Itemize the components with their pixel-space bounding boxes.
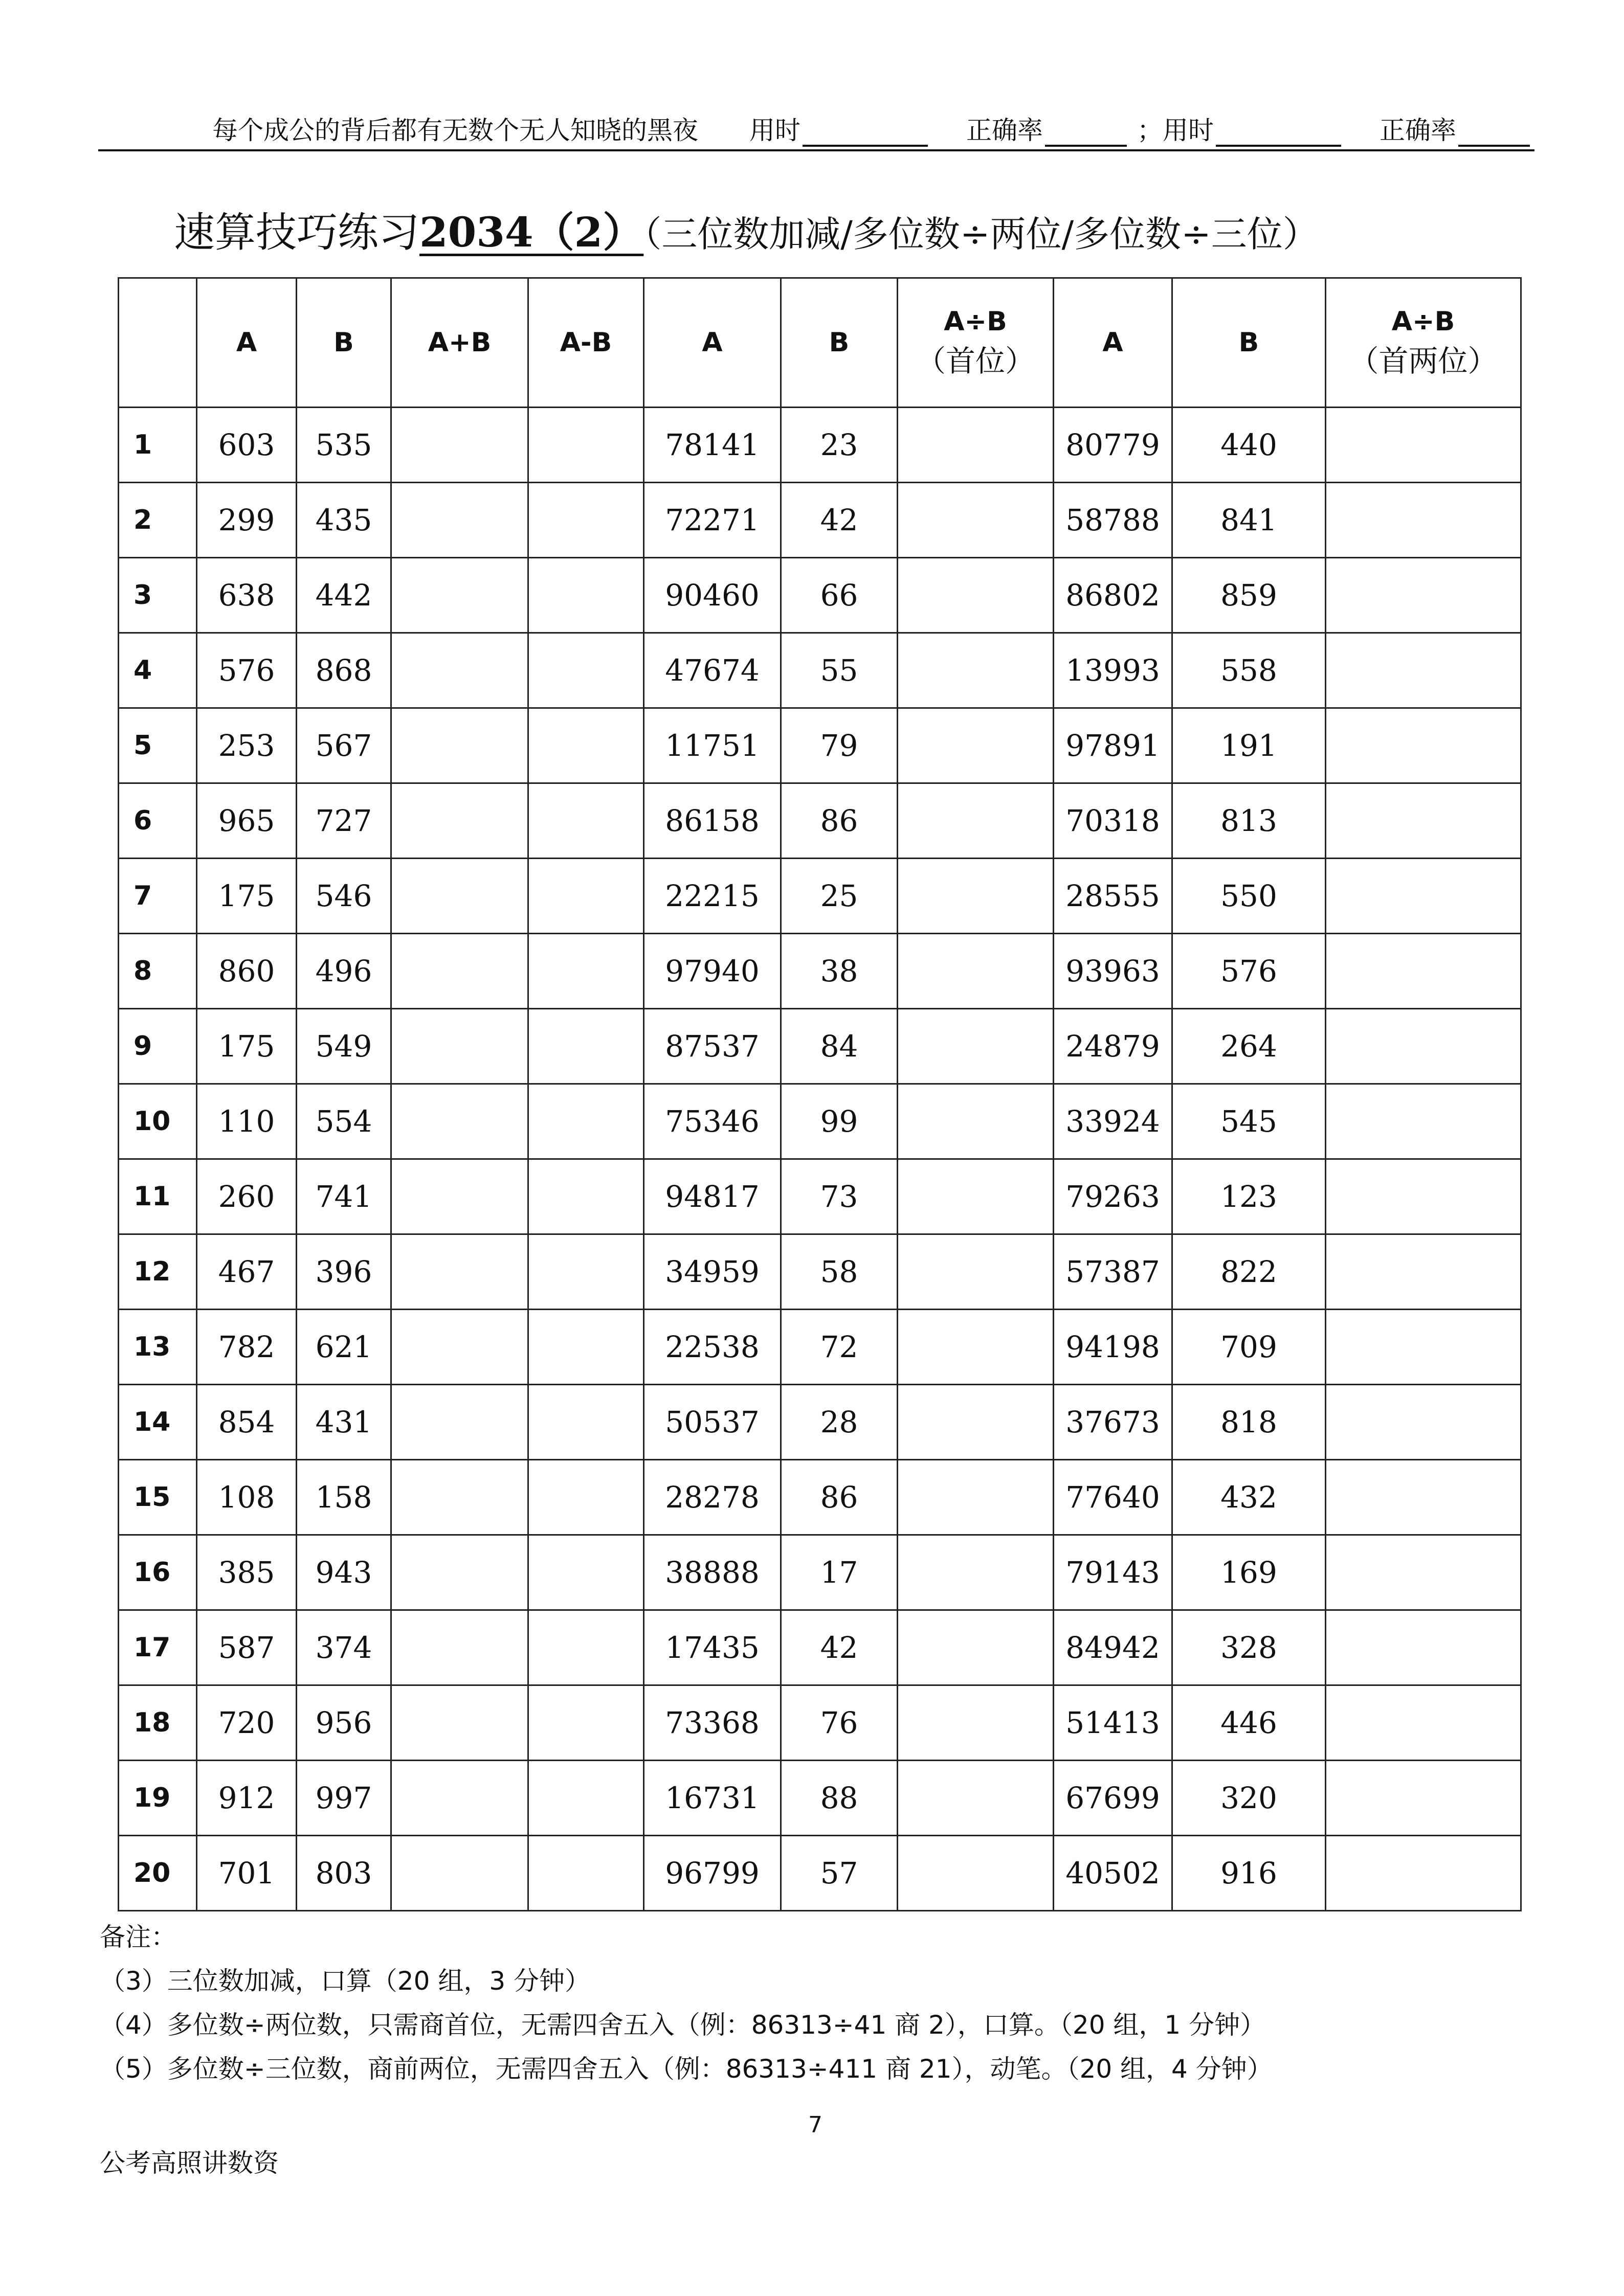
- cell-b1: 554: [297, 1084, 391, 1159]
- row-index: 9: [119, 1009, 197, 1084]
- answer-sum[interactable]: [391, 1310, 528, 1385]
- answer-sum[interactable]: [391, 483, 528, 558]
- cell-a1: 854: [197, 1385, 297, 1460]
- cell-a2: 22215: [644, 859, 781, 934]
- header-b3: B: [1172, 278, 1326, 408]
- answer-sum[interactable]: [391, 1460, 528, 1535]
- answer-div-first-two[interactable]: [1326, 1460, 1521, 1535]
- header-rule: [98, 149, 1534, 151]
- cell-b3: 550: [1172, 859, 1326, 934]
- time-label-1: 用时: [749, 116, 800, 145]
- cell-a3: 28555: [1054, 859, 1172, 934]
- cell-a3: 57387: [1054, 1234, 1172, 1310]
- cell-a1: 782: [197, 1310, 297, 1385]
- cell-a3: 93963: [1054, 934, 1172, 1009]
- cell-b3: 264: [1172, 1009, 1326, 1084]
- answer-div-first-two[interactable]: [1326, 1535, 1521, 1610]
- cell-a2: 50537: [644, 1385, 781, 1460]
- answer-sum[interactable]: [391, 1761, 528, 1836]
- cell-a2: 78141: [644, 408, 781, 483]
- header-sum: A+B: [391, 278, 528, 408]
- cell-a1: 253: [197, 708, 297, 783]
- cell-b3: 576: [1172, 934, 1326, 1009]
- row-index: 17: [119, 1610, 197, 1685]
- header-a1: A: [197, 278, 297, 408]
- table-row: [119, 708, 1521, 783]
- cell-b3: 169: [1172, 1535, 1326, 1610]
- answer-div-first-two[interactable]: [1326, 1761, 1521, 1836]
- header-b1: B: [297, 278, 391, 408]
- cell-a1: 467: [197, 1234, 297, 1310]
- answer-diff[interactable]: [528, 483, 644, 558]
- row-index: 20: [119, 1836, 197, 1911]
- cell-b1: 535: [297, 408, 391, 483]
- cell-a1: 576: [197, 633, 297, 708]
- answer-diff[interactable]: [528, 1159, 644, 1234]
- cell-a1: 603: [197, 408, 297, 483]
- cell-a3: 51413: [1054, 1685, 1172, 1761]
- cell-a3: 13993: [1054, 633, 1172, 708]
- answer-diff[interactable]: [528, 1084, 644, 1159]
- cell-b1: 567: [297, 708, 391, 783]
- cell-b2: 76: [781, 1685, 898, 1761]
- answer-diff[interactable]: [528, 1535, 644, 1610]
- row-index: 2: [119, 483, 197, 558]
- header-div-first-top: A÷B: [944, 306, 1007, 337]
- answer-div-first-two[interactable]: [1326, 1685, 1521, 1761]
- row-index: 7: [119, 859, 197, 934]
- cell-a3: 79143: [1054, 1535, 1172, 1610]
- answer-diff[interactable]: [528, 859, 644, 934]
- table-row: [119, 408, 1521, 483]
- header-div-first-two-top: A÷B: [1391, 306, 1455, 337]
- answer-diff[interactable]: [528, 1234, 644, 1310]
- table-row: [119, 934, 1521, 1009]
- cell-b3: 328: [1172, 1610, 1326, 1685]
- answer-div-first[interactable]: [898, 1761, 1054, 1836]
- answer-diff[interactable]: [528, 1009, 644, 1084]
- row-index: 11: [119, 1159, 197, 1234]
- cell-b3: 841: [1172, 483, 1326, 558]
- cell-b1: 997: [297, 1761, 391, 1836]
- header-a3: A: [1054, 278, 1172, 408]
- answer-div-first-two[interactable]: [1326, 783, 1521, 859]
- answer-sum[interactable]: [391, 1836, 528, 1911]
- table-row: [119, 1535, 1521, 1610]
- answer-div-first[interactable]: [898, 633, 1054, 708]
- answer-div-first-two[interactable]: [1326, 1836, 1521, 1911]
- cell-a1: 587: [197, 1610, 297, 1685]
- row-index: 14: [119, 1385, 197, 1460]
- cell-a1: 175: [197, 1009, 297, 1084]
- cell-b1: 741: [297, 1159, 391, 1234]
- header-separator: ；: [1137, 116, 1163, 145]
- table-row: [119, 1685, 1521, 1761]
- cell-a3: 97891: [1054, 708, 1172, 783]
- table-row: [119, 1610, 1521, 1685]
- cell-a2: 87537: [644, 1009, 781, 1084]
- answer-diff[interactable]: [528, 1761, 644, 1836]
- cell-b2: 66: [781, 558, 898, 633]
- cell-b2: 99: [781, 1084, 898, 1159]
- cell-a3: 79263: [1054, 1159, 1172, 1234]
- header-b2: B: [781, 278, 898, 408]
- answer-div-first[interactable]: [898, 859, 1054, 934]
- answer-sum[interactable]: [391, 1009, 528, 1084]
- cell-b3: 818: [1172, 1385, 1326, 1460]
- table-header-row: [119, 278, 1521, 408]
- answer-sum[interactable]: [391, 1385, 528, 1460]
- answer-diff[interactable]: [528, 1610, 644, 1685]
- cell-b1: 943: [297, 1535, 391, 1610]
- header-motto: 每个成公的背后都有无数个无人知晓的黑夜: [212, 116, 698, 145]
- answer-div-first-two[interactable]: [1326, 633, 1521, 708]
- cell-a3: 58788: [1054, 483, 1172, 558]
- cell-a2: 94817: [644, 1159, 781, 1234]
- cell-a2: 17435: [644, 1610, 781, 1685]
- answer-diff[interactable]: [528, 708, 644, 783]
- table-body: [119, 408, 1521, 1911]
- answer-sum[interactable]: [391, 408, 528, 483]
- cell-a1: 860: [197, 934, 297, 1009]
- table-row: [119, 1234, 1521, 1310]
- row-index: 12: [119, 1234, 197, 1310]
- cell-b3: 446: [1172, 1685, 1326, 1761]
- table-row: [119, 1310, 1521, 1385]
- answer-div-first[interactable]: [898, 558, 1054, 633]
- cell-b3: 558: [1172, 633, 1326, 708]
- notes: [100, 1915, 1532, 2091]
- cell-b2: 42: [781, 1610, 898, 1685]
- cell-b3: 123: [1172, 1159, 1326, 1234]
- cell-a3: 24879: [1054, 1009, 1172, 1084]
- cell-a2: 22538: [644, 1310, 781, 1385]
- answer-diff[interactable]: [528, 1460, 644, 1535]
- cell-b3: 432: [1172, 1460, 1326, 1535]
- cell-b3: 813: [1172, 783, 1326, 859]
- answer-sum[interactable]: [391, 1234, 528, 1310]
- answer-div-first[interactable]: [898, 1836, 1054, 1911]
- answer-div-first-two[interactable]: [1326, 1234, 1521, 1310]
- answer-div-first-two[interactable]: [1326, 1159, 1521, 1234]
- cell-a3: 84942: [1054, 1610, 1172, 1685]
- cell-a1: 701: [197, 1836, 297, 1911]
- cell-a1: 912: [197, 1761, 297, 1836]
- answer-diff[interactable]: [528, 408, 644, 483]
- table-row: [119, 1836, 1521, 1911]
- answer-sum[interactable]: [391, 934, 528, 1009]
- answer-sum[interactable]: [391, 783, 528, 859]
- answer-div-first[interactable]: [898, 708, 1054, 783]
- header-index: [119, 278, 197, 408]
- answer-sum[interactable]: [391, 1159, 528, 1234]
- answer-div-first[interactable]: [898, 1310, 1054, 1385]
- answer-div-first-two[interactable]: [1326, 934, 1521, 1009]
- cell-b3: 191: [1172, 708, 1326, 783]
- cell-b1: 431: [297, 1385, 391, 1460]
- answer-sum[interactable]: [391, 859, 528, 934]
- cell-a3: 40502: [1054, 1836, 1172, 1911]
- table-row: [119, 1009, 1521, 1084]
- answer-diff[interactable]: [528, 783, 644, 859]
- row-index: 5: [119, 708, 197, 783]
- table-row: [119, 1761, 1521, 1836]
- cell-b2: 55: [781, 633, 898, 708]
- cell-a3: 67699: [1054, 1761, 1172, 1836]
- cell-b3: 545: [1172, 1084, 1326, 1159]
- cell-a2: 90460: [644, 558, 781, 633]
- answer-div-first[interactable]: [898, 783, 1054, 859]
- answer-sum[interactable]: [391, 1535, 528, 1610]
- answer-div-first-two[interactable]: [1326, 1009, 1521, 1084]
- answer-diff[interactable]: [528, 558, 644, 633]
- answer-div-first[interactable]: [898, 1385, 1054, 1460]
- cell-a2: 38888: [644, 1535, 781, 1610]
- time-label-2: 用时: [1163, 116, 1214, 145]
- cell-a1: 385: [197, 1535, 297, 1610]
- cell-a2: 72271: [644, 483, 781, 558]
- cell-b1: 374: [297, 1610, 391, 1685]
- cell-a3: 80779: [1054, 408, 1172, 483]
- cell-a3: 77640: [1054, 1460, 1172, 1535]
- answer-diff[interactable]: [528, 934, 644, 1009]
- cell-b2: 86: [781, 1460, 898, 1535]
- accuracy-blank-2[interactable]: [1458, 121, 1530, 147]
- cell-b1: 546: [297, 859, 391, 934]
- header-div-first: [898, 278, 1054, 408]
- cell-b1: 727: [297, 783, 391, 859]
- cell-b2: 28: [781, 1385, 898, 1460]
- answer-sum[interactable]: [391, 1610, 528, 1685]
- answer-sum[interactable]: [391, 1084, 528, 1159]
- cell-a3: 86802: [1054, 558, 1172, 633]
- table-row: [119, 783, 1521, 859]
- row-index: 16: [119, 1535, 197, 1610]
- table-row: [119, 1159, 1521, 1234]
- cell-b1: 549: [297, 1009, 391, 1084]
- header-div-first-two: [1326, 278, 1521, 408]
- cell-a2: 16731: [644, 1761, 781, 1836]
- cell-b2: 23: [781, 408, 898, 483]
- answer-div-first-two[interactable]: [1326, 1084, 1521, 1159]
- time-blank-1[interactable]: [803, 121, 928, 147]
- cell-a2: 73368: [644, 1685, 781, 1761]
- answer-div-first[interactable]: [898, 934, 1054, 1009]
- cell-a1: 108: [197, 1460, 297, 1535]
- cell-a2: 96799: [644, 1836, 781, 1911]
- title-main: 速算技巧练习: [174, 209, 419, 256]
- row-index: 4: [119, 633, 197, 708]
- page-header: [100, 110, 1532, 147]
- cell-b2: 79: [781, 708, 898, 783]
- note-line-4: （4）多位数÷两位数，只需商首位，无需四舍五入（例：86313÷41 商 2），口算。（20 组，1 分钟）: [100, 2010, 1266, 2040]
- notes-label: 备注：: [100, 1922, 176, 1952]
- answer-div-first-two[interactable]: [1326, 708, 1521, 783]
- cell-b1: 496: [297, 934, 391, 1009]
- answer-div-first[interactable]: [898, 1685, 1054, 1761]
- cell-b2: 25: [781, 859, 898, 934]
- cell-a3: 37673: [1054, 1385, 1172, 1460]
- answer-diff[interactable]: [528, 1385, 644, 1460]
- cell-b3: 709: [1172, 1310, 1326, 1385]
- answer-div-first[interactable]: [898, 1234, 1054, 1310]
- cell-a2: 75346: [644, 1084, 781, 1159]
- answer-div-first-two[interactable]: [1326, 859, 1521, 934]
- row-index: 15: [119, 1460, 197, 1535]
- answer-diff[interactable]: [528, 1685, 644, 1761]
- table-row: [119, 1084, 1521, 1159]
- cell-a2: 11751: [644, 708, 781, 783]
- cell-b1: 435: [297, 483, 391, 558]
- answer-div-first[interactable]: [898, 1535, 1054, 1610]
- answer-sum[interactable]: [391, 708, 528, 783]
- row-index: 13: [119, 1310, 197, 1385]
- cell-a2: 47674: [644, 633, 781, 708]
- accuracy-blank-1[interactable]: [1045, 121, 1127, 147]
- table-row: [119, 859, 1521, 934]
- cell-a1: 965: [197, 783, 297, 859]
- cell-a2: 28278: [644, 1460, 781, 1535]
- practice-table: [118, 277, 1522, 1911]
- answer-div-first-two[interactable]: [1326, 558, 1521, 633]
- title-subtitle: （三位数加减/多位数÷两位/多位数÷三位）: [643, 213, 1319, 255]
- answer-diff[interactable]: [528, 1310, 644, 1385]
- table-row: [119, 633, 1521, 708]
- cell-a2: 34959: [644, 1234, 781, 1310]
- cell-b3: 859: [1172, 558, 1326, 633]
- header-diff: A-B: [528, 278, 644, 408]
- cell-a3: 33924: [1054, 1084, 1172, 1159]
- cell-b2: 17: [781, 1535, 898, 1610]
- accuracy-label-1: 正确率: [966, 116, 1043, 145]
- cell-b2: 86: [781, 783, 898, 859]
- cell-b1: 396: [297, 1234, 391, 1310]
- table-row: [119, 1460, 1521, 1535]
- answer-div-first[interactable]: [898, 1084, 1054, 1159]
- answer-div-first-two[interactable]: [1326, 1385, 1521, 1460]
- row-index: 6: [119, 783, 197, 859]
- cell-b1: 803: [297, 1836, 391, 1911]
- cell-b2: 58: [781, 1234, 898, 1310]
- header-div-first-bottom: （首位）: [916, 343, 1035, 378]
- cell-b1: 956: [297, 1685, 391, 1761]
- cell-a1: 638: [197, 558, 297, 633]
- answer-sum[interactable]: [391, 633, 528, 708]
- cell-a1: 720: [197, 1685, 297, 1761]
- cell-b2: 73: [781, 1159, 898, 1234]
- answer-div-first[interactable]: [898, 483, 1054, 558]
- answer-diff[interactable]: [528, 633, 644, 708]
- cell-b3: 320: [1172, 1761, 1326, 1836]
- cell-a1: 175: [197, 859, 297, 934]
- row-index: 8: [119, 934, 197, 1009]
- header-div-first-two-bottom: （首两位）: [1349, 343, 1498, 378]
- cell-b2: 88: [781, 1761, 898, 1836]
- header-a2: A: [644, 278, 781, 408]
- cell-b3: 916: [1172, 1836, 1326, 1911]
- answer-div-first-two[interactable]: [1326, 483, 1521, 558]
- cell-b2: 38: [781, 934, 898, 1009]
- note-line-3: （3）三位数加减，口算（20 组，3 分钟）: [100, 1966, 591, 1996]
- answer-sum[interactable]: [391, 558, 528, 633]
- table-row: [119, 558, 1521, 633]
- cell-b1: 158: [297, 1460, 391, 1535]
- answer-div-first-two[interactable]: [1326, 408, 1521, 483]
- cell-a2: 86158: [644, 783, 781, 859]
- answer-div-first[interactable]: [898, 1610, 1054, 1685]
- accuracy-label-2: 正确率: [1380, 116, 1456, 145]
- cell-b3: 440: [1172, 408, 1326, 483]
- cell-a1: 299: [197, 483, 297, 558]
- answer-sum[interactable]: [391, 1685, 528, 1761]
- cell-b1: 621: [297, 1310, 391, 1385]
- answer-div-first[interactable]: [898, 1460, 1054, 1535]
- footer-text: 公考高照讲数资: [100, 2148, 279, 2178]
- answer-div-first[interactable]: [898, 1009, 1054, 1084]
- title-code: 2034（2）: [419, 208, 644, 256]
- row-index: 19: [119, 1761, 197, 1836]
- cell-b1: 442: [297, 558, 391, 633]
- cell-a2: 97940: [644, 934, 781, 1009]
- cell-a3: 70318: [1054, 783, 1172, 859]
- cell-b2: 42: [781, 483, 898, 558]
- time-blank-2[interactable]: [1216, 121, 1341, 147]
- answer-div-first-two[interactable]: [1326, 1310, 1521, 1385]
- answer-div-first[interactable]: [898, 1159, 1054, 1234]
- cell-b2: 57: [781, 1836, 898, 1911]
- note-line-5: （5）多位数÷三位数，商前两位，无需四舍五入（例：86313÷411 商 21），动笔。（20 组，4 分钟）: [100, 2054, 1273, 2084]
- cell-a1: 260: [197, 1159, 297, 1234]
- page-number: 7: [808, 2112, 822, 2138]
- row-index: 18: [119, 1685, 197, 1761]
- table-row: [119, 1385, 1521, 1460]
- answer-div-first[interactable]: [898, 408, 1054, 483]
- cell-b1: 868: [297, 633, 391, 708]
- cell-a3: 94198: [1054, 1310, 1172, 1385]
- table-row: [119, 483, 1521, 558]
- page-title: [174, 199, 1319, 258]
- row-index: 10: [119, 1084, 197, 1159]
- row-index: 1: [119, 408, 197, 483]
- cell-a1: 110: [197, 1084, 297, 1159]
- answer-diff[interactable]: [528, 1836, 644, 1911]
- answer-div-first-two[interactable]: [1326, 1610, 1521, 1685]
- row-index: 3: [119, 558, 197, 633]
- cell-b2: 84: [781, 1009, 898, 1084]
- cell-b2: 72: [781, 1310, 898, 1385]
- cell-b3: 822: [1172, 1234, 1326, 1310]
